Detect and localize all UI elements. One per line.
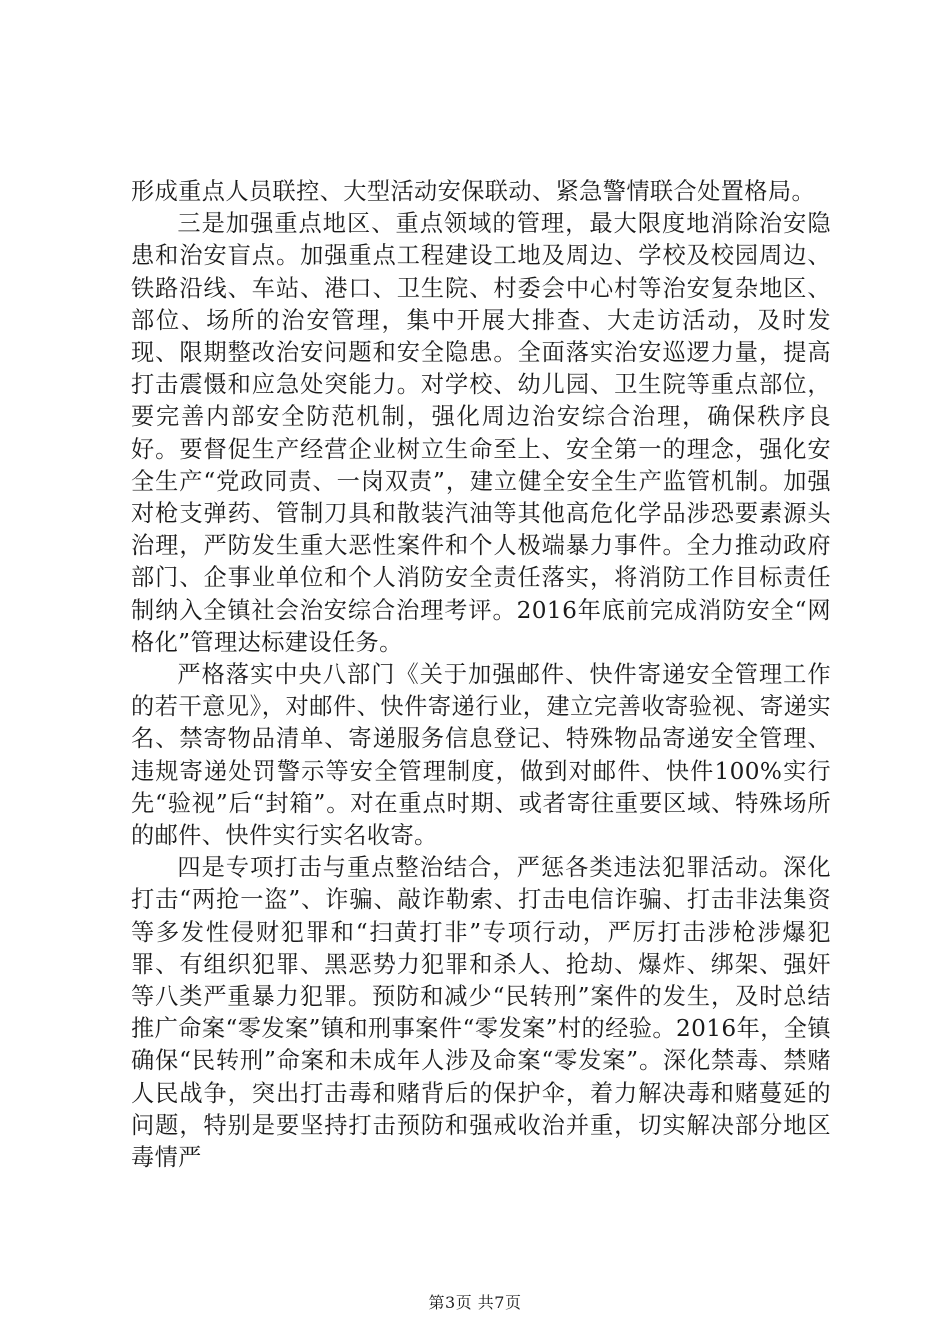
paragraph-1: 形成重点人员联控、大型活动安保联动、紧急警情联合处置格局。 [131, 178, 816, 205]
paragraph-3: 严格落实中央八部门《关于加强邮件、快件寄递安全管理工作的若干意见》，对邮件、快件寄递行业，建立完善收寄验视、寄递实名、禁寄物品清单、寄递服务信息登记、特殊物品寄递安全管理、违规寄递处罚警示等安全管理制度，做到对邮件、快件100%实行先“验视”后“封箱”。对在重点时期、或者寄往重要区域、特殊场所的邮件、快件实行实名收寄。 [131, 661, 831, 850]
paragraph-4: 四是专项打击与重点整治结合，严惩各类违法犯罪活动。深化打击“两抢一盗”、诈骗、敲诈勒索、打击电信诈骗、打击非法集资等多发性侵财犯罪和“扫黄打非”专项行动，严厉打击涉枪涉爆犯罪、有组织犯罪、黑恶势力犯罪和杀人、抢劫、爆炸、绑架、强奸等八类严重暴力犯罪。预防和减少“民转刑”案件的发生，及时总结推广命案“零发案”镇和刑事案件“零发案”村的经验。2016年，全镇确保“民转刑”命案和未成年人涉及命案“零发案”。深化禁毒、禁赌人民战争，突出打击毒和赌背后的保护伞，着力解决毒和赌蔓延的问题，特别是要坚持打击预防和强戒收治并重，切实解决部分地区毒情严 [131, 854, 831, 1172]
paragraph-2: 三是加强重点地区、重点领域的管理，最大限度地消除治安隐患和治安盲点。加强重点工程建设工地及周边、学校及校园周边、铁路沿线、车站、港口、卫生院、村委会中心村等治安复杂地区、部位、场所的治安管理，集中开展大排查、大走访活动，及时发现、限期整改治安问题和安全隐患。全面落实治安巡逻力量，提高打击震慑和应急处突能力。对学校、幼儿园、卫生院等重点部位，要完善内部安全防范机制，强化周边治安综合治理，确保秩序良好。要督促生产经营企业树立生命至上、安全第一的理念，强化安全生产“党政同责、一岗双责”，建立健全安全生产监管机制。加强对枪支弹药、管制刀具和散装汽油等其他高危化学品涉恐要素源头治理，严防发生重大恶性案件和个人极端暴力事件。全力推动政府部门、企事业单位和个人消防安全责任落实，将消防工作目标责任制纳入全镇社会治安综合治理考评。2016年底前完成消防安全“网格化”管理达标建设任务。 [131, 210, 831, 656]
page-number: 第3页 共7页 [428, 1293, 522, 1312]
page-footer [0, 1293, 950, 1313]
document-body [131, 176, 831, 1174]
